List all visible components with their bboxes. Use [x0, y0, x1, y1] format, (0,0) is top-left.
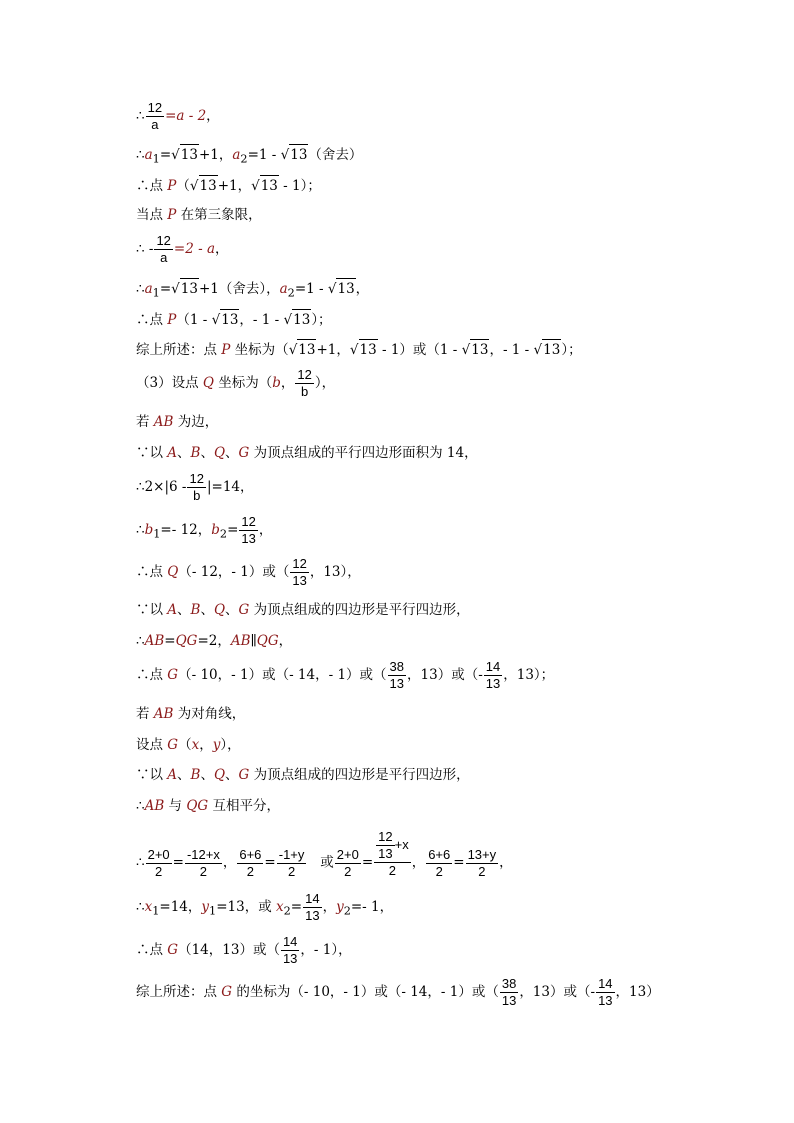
line-17: ∴点 G（- 10，- 1）或（- 14，- 1）或（ $\frac{38}{13}$ ，13）或（- $\frac{14}{13}$ ，13）；: [136, 659, 555, 691]
fraction: $\frac{14}{13}$: [485, 659, 501, 691]
fraction: $\frac{6+6}{2}$: [239, 846, 262, 879]
line-2: $\therefore a_1=√13+1$，$a_2=1 - √13$（舍去）: [136, 144, 362, 170]
fraction: $\frac{-1+y}{2}$: [278, 846, 305, 879]
fraction: $\frac{12}{b}$: [189, 471, 204, 503]
line-16: ∴AB=QG=2，AB∥QG，: [136, 633, 293, 649]
line-18: 若 AB 为对角线，: [136, 706, 246, 722]
line-12: ∴2×|6 - $\frac{12}{b}$ |=14，: [136, 471, 254, 503]
line-7: ∴点 P（1 - √13，- 1 - √13）；: [136, 309, 332, 330]
fraction: $\frac{-12+x}{2}$: [186, 846, 220, 879]
line-21: ∴AB 与 QG 互相平分，: [136, 798, 281, 814]
line-8: 综上所述：点 P 坐标为（√13+1，√13 - 1）或（1 - √13，- 1 - √13）；: [136, 339, 582, 360]
fraction: $\frac{12}{b}$: [297, 367, 312, 399]
fraction: $\frac{13+y}{2}$: [467, 846, 497, 879]
line-4: 当点 P 在第三象限，: [136, 207, 262, 223]
fraction: $\frac{2+0}{2}$: [147, 846, 170, 879]
line-24: ∴点 G（14，13）或（ $\frac{14}{13}$ ，- 1），: [136, 934, 352, 966]
line-14: ∴点 Q（- 12，- 1）或（ $\frac{12}{13}$ ，13），: [136, 556, 361, 588]
line-20: ∵以 A、B、Q、G 为顶点组成的四边形是平行四边形，: [136, 767, 470, 783]
line-13: $\therefore b_1=-$ 12，$b_2=$ $\frac{12}{13}$ ，: [136, 514, 273, 546]
fraction: $\frac{14}{13}$: [282, 934, 298, 966]
line-9: （3）设点 Q 坐标为（b， $\frac{12}{b}$ ），: [136, 367, 336, 399]
fraction: $\frac{12}{13}$: [292, 556, 307, 588]
fraction: $\frac{12}{13}$: [241, 514, 256, 546]
fraction: $\frac{2+0}{2}$: [336, 846, 359, 879]
fraction: $\frac{38}{13}$: [501, 976, 517, 1008]
line-15: ∵以 A、B、Q、G 为顶点组成的四边形是平行四边形，: [136, 602, 470, 618]
line-3: ∴点 P（√13+1，√13 - 1）；: [136, 175, 321, 196]
line-22: ∴ $\frac{2+0}{2}$ = $\frac{-12+x}{2}$ ， $\frac{6+6}{2}$ = $\frac{-1+y}{2}$ 或 $\frac{2+0}{2}$ = $\frac{12}{13}$ +x 2 ， $\frac{6+6}{2}$ = $\frac{13+y}{2}$ ，: [136, 829, 513, 879]
line-6: $\therefore a_1=√13+1$（舍去），$a_2=1 - √13$，: [136, 278, 369, 304]
fraction: $\frac{14}{13}$: [305, 891, 320, 923]
fraction: $\frac{12}{13}$ +x 2: [374, 829, 411, 879]
fraction: $\frac{14}{13}$: [598, 976, 613, 1008]
line-11: ∵以 A、B、Q、G 为顶点组成的平行四边形面积为 14，: [136, 445, 478, 461]
fraction: $\frac{38}{13}$: [389, 659, 405, 691]
fraction: $\frac{6+6}{2}$: [428, 846, 451, 879]
line-25: 综上所述：点 G 的坐标为（- 10，- 1）或（- 14，- 1）或（ $\frac{38}{13}$ ，13）或（- $\frac{14}{13}$ ，13）: [136, 976, 660, 1008]
fraction: $\frac{12}{a}$: [147, 100, 163, 132]
line-1: ∴ $\frac{12}{a}$ =a - 2，: [136, 100, 220, 132]
line-23: $\therefore x_1=14$，$y_1=13$，或 $x_2=$ $\frac{14}{13}$ ，$y_2=-$ 1，: [136, 891, 394, 923]
line-5: ∴ - $\frac{12}{a}$ =2 - a，: [136, 233, 229, 265]
line-10: 若 AB 为边，: [136, 414, 219, 430]
line-19: 设点 G（x，y），: [136, 737, 241, 753]
fraction: $\frac{12}{a}$: [156, 233, 171, 265]
